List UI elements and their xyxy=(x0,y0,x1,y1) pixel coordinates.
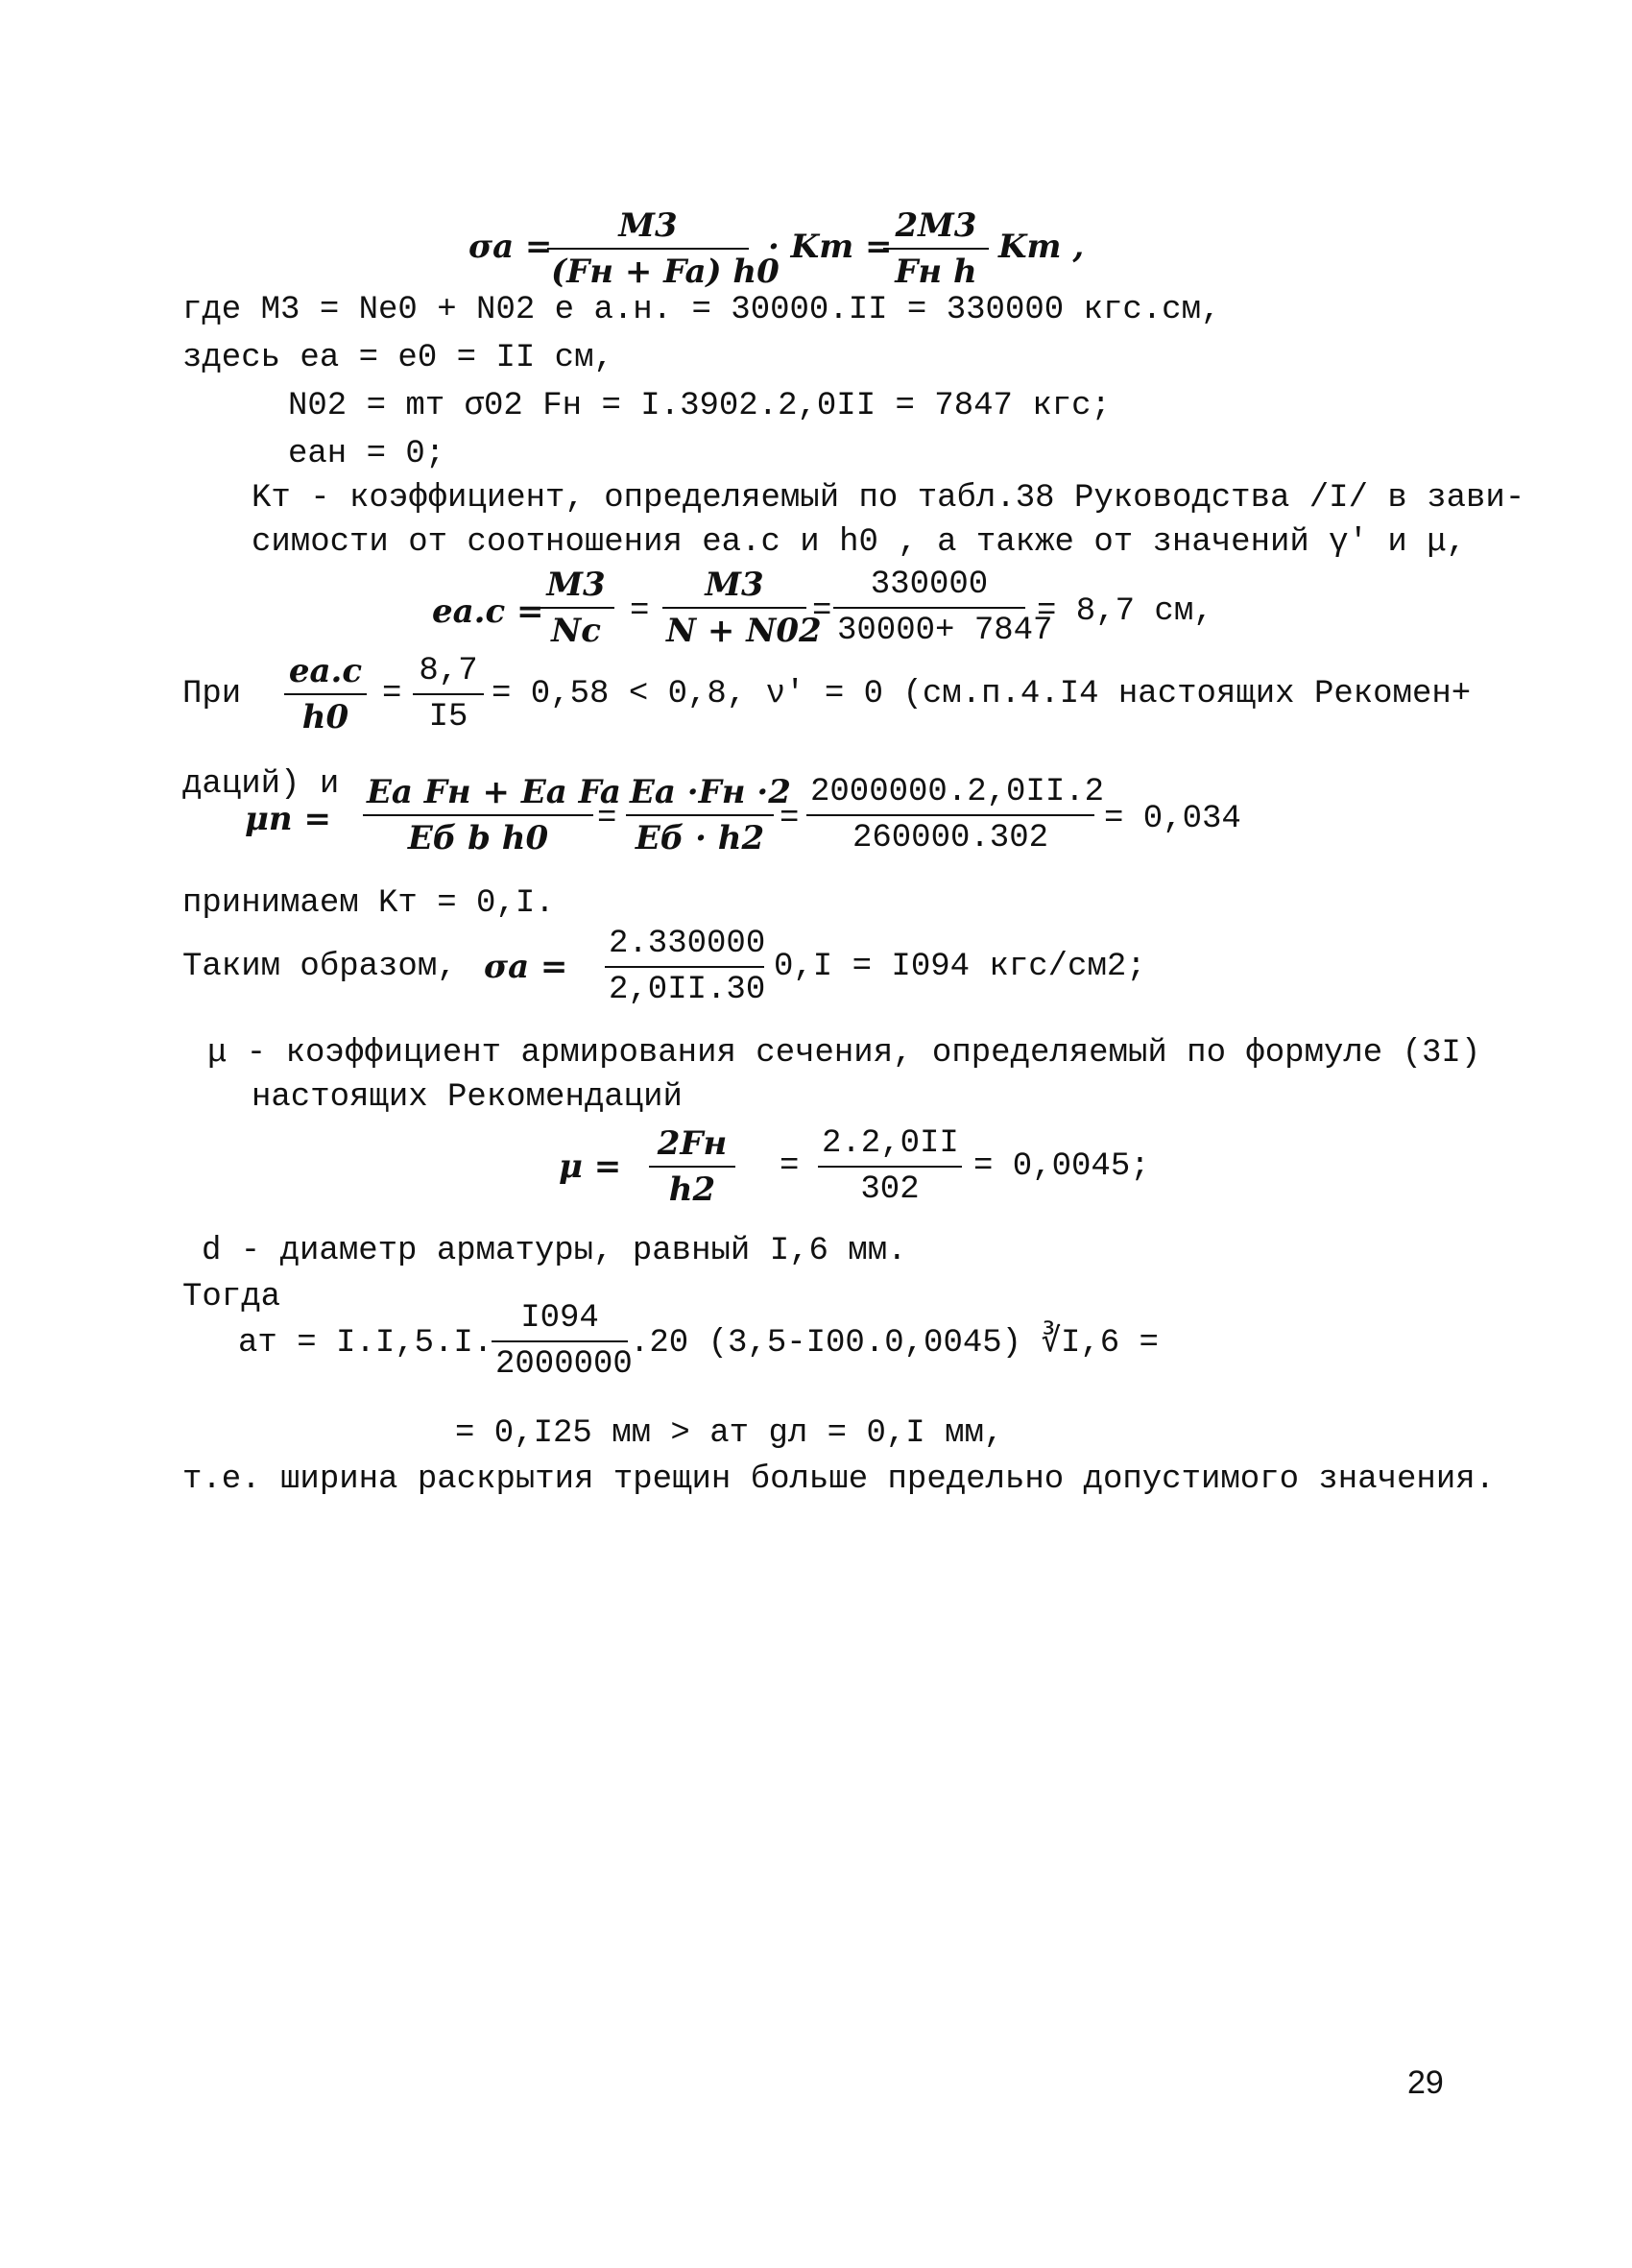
fraction-denominator: Nc xyxy=(551,612,601,650)
formula-fraction-11 xyxy=(605,928,764,1006)
fraction-denominator: 302 xyxy=(860,1171,920,1208)
formula-mu-lhs: μn = xyxy=(245,800,331,838)
fraction-numerator: ea.c xyxy=(284,655,367,695)
text-line: При xyxy=(182,676,242,712)
fraction-denominator: 260000.302 xyxy=(852,820,1049,857)
fraction-numerator: 330000 xyxy=(833,568,1025,609)
fraction-numerator: M3 xyxy=(662,568,806,609)
formula-sigma-lhs: σa = xyxy=(468,228,553,266)
text-line: настоящих Рекомендаций xyxy=(252,1079,683,1116)
formula-tail: = 0,0045; xyxy=(973,1148,1150,1185)
fraction-numerator: 2M3 xyxy=(883,209,989,250)
fraction-denominator: Eб · h2 xyxy=(635,819,765,857)
formula-fraction-12 xyxy=(649,1124,735,1209)
formula-fraction-6 xyxy=(284,652,367,736)
fraction-denominator: (Fн + Fa) h0 xyxy=(551,253,780,291)
fraction-numerator: 2.2,0II xyxy=(818,1127,962,1168)
formula-fraction-4 xyxy=(662,566,822,650)
fraction-denominator: N + N02 xyxy=(666,612,822,650)
fraction-numerator: 8,7 xyxy=(413,655,484,695)
text-line: eaн = 0; xyxy=(288,436,445,472)
formula-eac-lhs: ea.c = xyxy=(432,592,544,631)
text-line: где M3 = Ne0 + N02 e a.н. = 30000.II = 330000 кгс.см, xyxy=(182,292,1221,328)
text-line: N02 = mт σ02 Fн = I.3902.2,0II = 7847 кгс; xyxy=(288,388,1111,424)
text-line: симости от соотношения ea.c и h0 , а также от значений γ' и μ, xyxy=(252,524,1467,561)
formula-tail: Kт , xyxy=(998,228,1085,266)
text-line: Таким образом, xyxy=(182,949,457,985)
text-line: μ - коэффициент армирования сечения, определяемый по формуле (3I) xyxy=(207,1035,1481,1072)
fraction-denominator: I5 xyxy=(428,699,468,736)
fraction-numerator: 2.330000 xyxy=(605,928,764,968)
formula-tail: .20 (3,5-I00.0,0045) ∛I,6 = xyxy=(630,1325,1159,1362)
formula-fraction-7 xyxy=(413,655,484,734)
fraction-numerator: Ea Fн + Ea Fa xyxy=(363,776,593,816)
text-line: Тогда xyxy=(182,1279,281,1315)
text-line: = 0,I25 мм > aт gл = 0,I мм, xyxy=(455,1415,1004,1452)
text-line: = 0,58 < 0,8, ν' = 0 (см.п.4.I4 настоящих Рекомен+ xyxy=(492,676,1472,712)
fraction-denominator: 30000+ 7847 xyxy=(837,613,1053,649)
page-number: 29 xyxy=(1407,2064,1444,2101)
text-line: aт = I.I,5.I. xyxy=(238,1325,493,1362)
formula-mu-lhs: μ = xyxy=(559,1147,622,1186)
formula-fraction-3 xyxy=(538,566,614,650)
fraction-denominator: h0 xyxy=(301,698,349,736)
equals-sign: = xyxy=(812,593,832,630)
fraction-denominator: h2 xyxy=(668,1170,716,1209)
formula-tail: = 0,034 xyxy=(1104,801,1241,837)
formula-fraction-10 xyxy=(806,774,1105,857)
text-line: т.е. ширина раскрытия трещин больше предельно допустимого значения. xyxy=(182,1461,1496,1498)
fraction-denominator: Eб b h0 xyxy=(407,819,549,857)
formula-mid: · Kт = xyxy=(768,228,893,266)
fraction-numerator: 2Fн xyxy=(649,1127,735,1168)
fraction-denominator: 2000000 xyxy=(495,1346,633,1383)
equals-sign: = xyxy=(780,801,800,837)
equals-sign: = xyxy=(382,676,402,712)
fraction-numerator: M3 xyxy=(547,209,749,250)
fraction-numerator: 2000000.2,0II.2 xyxy=(806,776,1094,816)
text-line: d - диаметр арматуры, равный I,6 мм. xyxy=(202,1233,907,1269)
formula-tail: = 8,7 см, xyxy=(1037,593,1213,630)
formula-sigma-lhs: σa = xyxy=(484,948,568,986)
formula-fraction-5 xyxy=(833,567,1053,649)
equals-sign: = xyxy=(780,1148,800,1185)
formula-fraction-2 xyxy=(883,206,989,291)
fraction-numerator: M3 xyxy=(538,568,614,609)
fraction-denominator: 2,0II.30 xyxy=(609,972,766,1008)
text-line: даций) и xyxy=(182,766,340,803)
text-line: здесь ea = e0 = II см, xyxy=(182,340,613,376)
fraction-numerator: Ea ·Fн ·2 xyxy=(626,776,774,816)
formula-fraction-1 xyxy=(547,206,780,291)
equals-sign: = xyxy=(597,801,617,837)
text-line: принимаем Kт = 0,I. xyxy=(182,885,555,922)
fraction-numerator: I094 xyxy=(492,1302,628,1342)
fraction-denominator: Fн h xyxy=(895,253,977,291)
formula-fraction-8 xyxy=(363,773,621,857)
formula-fraction-9 xyxy=(626,773,791,857)
formula-fraction-13 xyxy=(818,1127,962,1206)
formula-tail: 0,I = I094 кгс/см2; xyxy=(774,949,1146,985)
formula-fraction-14 xyxy=(492,1300,633,1383)
equals-sign: = xyxy=(630,593,650,630)
text-line: Kт - коэффициент, определяемый по табл.38 Руководства /I/ в зави- xyxy=(252,480,1525,517)
